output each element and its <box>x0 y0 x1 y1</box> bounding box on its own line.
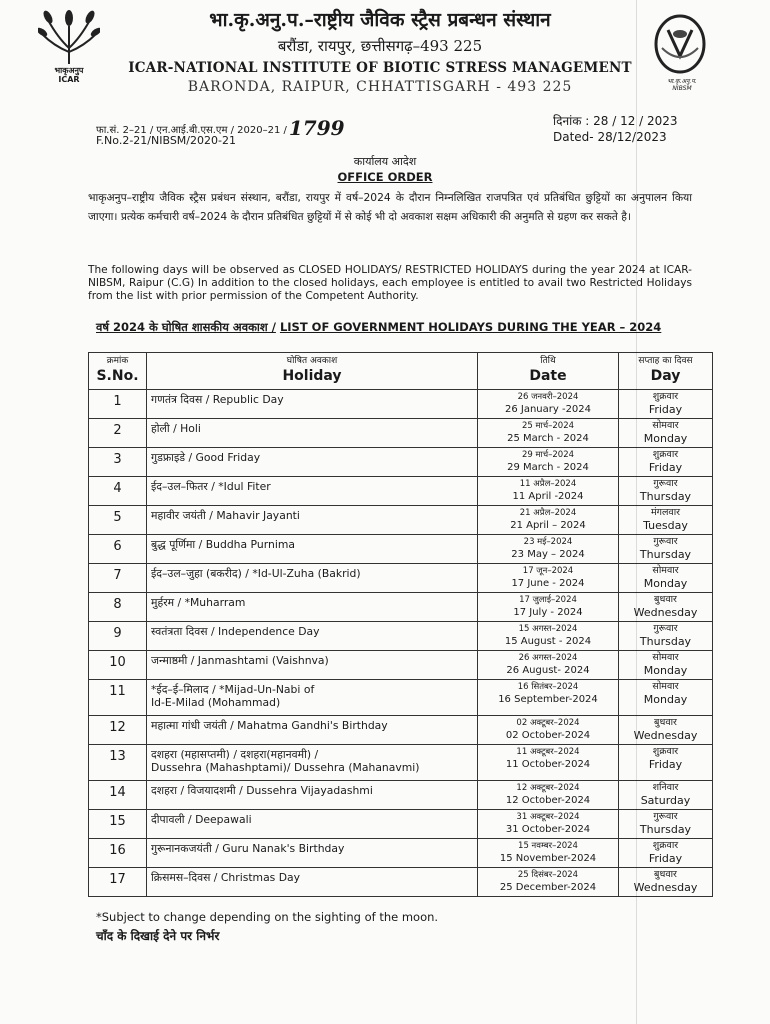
row-sno: 6 <box>89 535 147 564</box>
table-row <box>89 839 713 868</box>
row-holiday <box>147 839 478 868</box>
row-date-en: 12 October-2024 <box>505 795 591 806</box>
header-sno <box>89 353 147 390</box>
nibsm-logo <box>648 14 716 90</box>
row-holiday-name: गुडफ्राइडे / Good Friday <box>151 451 261 464</box>
row-date <box>478 839 619 868</box>
date-english: Dated- 28/12/2023 <box>553 130 667 144</box>
row-holiday-name: स्वतंत्रता दिवस / Independence Day <box>151 625 320 638</box>
wheat-sheaf-icon <box>38 8 100 66</box>
row-date-en: 17 July - 2024 <box>513 607 583 618</box>
header-day-hi: सप्ताह का दिवस <box>638 356 693 366</box>
row-date-hi: 15 अगस्त–2024 <box>518 624 578 634</box>
english-paragraph: The following days will be observed as CLOSED HOLIDAYS/ RESTRICTED HOLIDAYS during the year 2024 at ICAR-NIBSM, Raipur (C.G) In addition to the closed holidays, each employee is entitled to avail two Restricted Holidays from the list with prior permission of the Competent Authority. <box>88 264 692 302</box>
table-row <box>89 535 713 564</box>
table-row <box>89 506 713 535</box>
header-date-hi: तिथि <box>540 356 556 366</box>
row-holiday <box>147 651 478 680</box>
hindi-paragraph: भाकृअनुप–राष्ट्रीय जैविक स्ट्रैस प्रबंधन संस्थान, बरौंडा, रायपुर में वर्ष–2024 के दौरान निम्नलिखित राजपत्रित एवं प्रतिबंधित छुट्टियों का अनुपालन किया जाएगा। प्रत्येक कर्मचारी वर्ष–2024 के दौरान प्रतिबंधित छुट्टियों में से कोई भी दो अवकाश सक्षम अधिकारी की अनुमति से ग्रहण कर सकते है। <box>88 191 692 223</box>
row-holiday-name: ईद–उल–जुहा (बकरीद) / *Id-Ul-Zuha (Bakrid) <box>151 567 361 580</box>
row-day-hi: सोमवार <box>652 652 679 663</box>
row-sno: 12 <box>89 716 147 745</box>
row-holiday <box>147 564 478 593</box>
row-holiday <box>147 680 478 716</box>
row-day-hi: गुरूवार <box>653 811 678 822</box>
row-date-en: 15 August - 2024 <box>504 636 592 647</box>
row-day <box>619 390 713 419</box>
row-day <box>619 622 713 651</box>
row-holiday <box>147 535 478 564</box>
header-day-en: Day <box>650 368 681 384</box>
row-day <box>619 593 713 622</box>
row-date-hi: 11 अक्टूबर–2024 <box>516 747 580 757</box>
row-day-en: Tuesday <box>643 519 688 532</box>
row-sno: 1 <box>89 390 147 419</box>
row-day-en: Monday <box>643 432 688 445</box>
row-day-en: Friday <box>648 758 683 771</box>
row-holiday <box>147 390 478 419</box>
row-holiday <box>147 448 478 477</box>
row-day-en: Wednesday <box>633 606 698 619</box>
table-row <box>89 781 713 810</box>
row-day <box>619 535 713 564</box>
row-holiday <box>147 810 478 839</box>
table-row <box>89 745 713 781</box>
row-holiday-name: क्रिसमस–दिवस / Christmas Day <box>151 871 301 884</box>
row-day-hi: शुक्रवार <box>652 746 679 757</box>
row-day-en: Monday <box>643 693 688 706</box>
row-date <box>478 868 619 897</box>
row-holiday <box>147 745 478 781</box>
row-date-en: 31 October-2024 <box>505 824 591 835</box>
row-sno: 8 <box>89 593 147 622</box>
row-date <box>478 810 619 839</box>
header-date <box>478 353 619 390</box>
row-date-hi: 12 अक्टूबर–2024 <box>516 783 580 793</box>
footnote-english: *Subject to change depending on the sighting of the moon. <box>96 910 439 924</box>
row-sno: 3 <box>89 448 147 477</box>
row-day <box>619 506 713 535</box>
holiday-list-title-hindi: वर्ष 2024 के घोषित शासकीय अवकाश / <box>96 320 276 334</box>
row-day-hi: शुक्रवार <box>652 449 679 460</box>
row-holiday <box>147 419 478 448</box>
date-hindi: दिनांक : 28 / 12 / 2023 <box>553 114 678 128</box>
row-day-hi: मंगलवार <box>650 507 681 518</box>
row-day <box>619 419 713 448</box>
row-date <box>478 716 619 745</box>
holiday-table <box>88 352 713 897</box>
row-day <box>619 651 713 680</box>
row-day <box>619 810 713 839</box>
row-day <box>619 716 713 745</box>
row-day <box>619 745 713 781</box>
row-holiday-name-cont: Id-E-Milad (Mohammad) <box>151 696 281 709</box>
row-day-en: Thursday <box>639 823 692 836</box>
row-day-en: Wednesday <box>633 729 698 742</box>
row-holiday-name: दशहरा (महासप्तमी) / दशहरा(महानवमी) / <box>151 748 319 761</box>
icar-logo-text-hi: भाकृअनुप <box>54 66 84 75</box>
row-date-en: 16 September-2024 <box>498 694 598 705</box>
row-holiday-name: मुर्हरम / *Muharram <box>151 596 246 609</box>
row-day-hi: बुधवार <box>654 717 677 728</box>
row-holiday-name: गणतंत्र दिवस / Republic Day <box>151 393 284 406</box>
holiday-list-title-english: LIST OF GOVERNMENT HOLIDAYS DURING THE YEAR – 2024 <box>279 320 662 334</box>
row-day-hi: शनिवार <box>652 782 679 793</box>
row-date-en: 25 December-2024 <box>499 882 597 893</box>
icar-logo-text-en: ICAR <box>58 75 80 84</box>
file-number-hindi-text: फा.सं. 2–21 / एन.आई.बी.एस.एम / 2020–21 / <box>96 125 287 136</box>
row-sno: 7 <box>89 564 147 593</box>
header-sno-hi: क्रमांक <box>106 356 129 366</box>
footnote-hindi: चाँद के दिखाई देने पर निर्भर <box>96 929 220 943</box>
office-order-heading: OFFICE ORDER <box>337 170 433 184</box>
header-day <box>619 353 713 390</box>
row-date-en: 26 January -2024 <box>504 404 592 415</box>
row-day <box>619 680 713 716</box>
row-date-en: 17 June - 2024 <box>511 578 585 589</box>
row-date-hi: 21 अप्रैल–2024 <box>519 508 577 518</box>
row-day-hi: सोमवार <box>652 681 679 692</box>
row-day-hi: बुधवार <box>654 869 677 880</box>
row-date-en: 11 April -2024 <box>512 491 584 502</box>
row-holiday-name: दशहरा / विजयादशमी / Dussehra Vijayadashmi <box>151 784 373 797</box>
row-date <box>478 477 619 506</box>
row-date-hi: 26 जनवरी–2024 <box>517 392 579 402</box>
row-day-hi: गुरूवार <box>653 623 678 634</box>
row-date <box>478 448 619 477</box>
table-row <box>89 390 713 419</box>
row-sno: 16 <box>89 839 147 868</box>
row-holiday-name: बुद्ध पूर्णिमा / Buddha Purnima <box>151 538 295 551</box>
row-day <box>619 564 713 593</box>
row-date-en: 26 August- 2024 <box>506 665 590 676</box>
row-date-hi: 25 दिसंबर–2024 <box>517 870 579 880</box>
icar-logo <box>34 8 104 82</box>
row-date-hi: 16 सितंबर–2024 <box>517 682 579 692</box>
row-holiday <box>147 716 478 745</box>
row-sno: 15 <box>89 810 147 839</box>
row-date-hi: 31 अक्टूबर–2024 <box>516 812 580 822</box>
row-sno: 9 <box>89 622 147 651</box>
row-date <box>478 390 619 419</box>
table-row <box>89 593 713 622</box>
row-date-hi: 17 जुलाई–2024 <box>519 595 577 605</box>
row-day-hi: सोमवार <box>652 565 679 576</box>
row-day-en: Saturday <box>640 794 691 807</box>
row-date <box>478 564 619 593</box>
header-sno-en: S.No. <box>96 368 139 384</box>
row-date-hi: 02 अक्टूबर–2024 <box>516 718 580 728</box>
table-row <box>89 564 713 593</box>
row-holiday <box>147 781 478 810</box>
row-date-en: 11 October-2024 <box>505 759 591 770</box>
nibsm-logo-text-hi: भा.कृ.अनु.प. <box>667 78 697 85</box>
table-row <box>89 477 713 506</box>
row-date-en: 21 April – 2024 <box>510 520 586 531</box>
row-date <box>478 781 619 810</box>
row-date-hi: 29 मार्च–2024 <box>521 450 575 460</box>
holiday-rows <box>89 390 713 897</box>
row-day-hi: शुक्रवार <box>652 391 679 402</box>
table-row <box>89 419 713 448</box>
row-holiday <box>147 506 478 535</box>
row-day <box>619 781 713 810</box>
row-sno: 11 <box>89 680 147 716</box>
row-holiday-name: *ईद–ई–मिलाद / *Mijad-Un-Nabi of <box>151 683 315 696</box>
row-date <box>478 651 619 680</box>
row-day-en: Wednesday <box>633 881 698 894</box>
row-holiday-name: महावीर जयंती / Mahavir Jayanti <box>151 509 300 522</box>
row-holiday <box>147 868 478 897</box>
row-date <box>478 622 619 651</box>
row-date-hi: 26 अगस्त–2024 <box>518 653 578 663</box>
row-day-hi: गुरूवार <box>653 478 678 489</box>
table-row <box>89 680 713 716</box>
row-date-hi: 25 मार्च–2024 <box>521 421 575 431</box>
header-holiday-en: Holiday <box>282 368 342 384</box>
file-number-english: F.No.2-21/NIBSM/2020-21 <box>96 134 236 147</box>
handwritten-order-number: 1799 <box>288 116 345 140</box>
row-sno: 17 <box>89 868 147 897</box>
row-holiday-name: ईद–उल–फितर / *Idul Fiter <box>151 480 271 493</box>
row-day-hi: शुक्रवार <box>652 840 679 851</box>
row-day-en: Monday <box>643 577 688 590</box>
row-sno: 13 <box>89 745 147 781</box>
row-date <box>478 680 619 716</box>
title-hindi: कार्यालय आदेश <box>353 155 417 168</box>
row-day-hi: गुरूवार <box>653 536 678 547</box>
row-day-en: Monday <box>643 664 688 677</box>
row-holiday-name: महात्मा गांधी जयंती / Mahatma Gandhi's Birthday <box>151 719 388 732</box>
row-holiday <box>147 477 478 506</box>
row-sno: 10 <box>89 651 147 680</box>
institute-name-english: ICAR-NATIONAL INSTITUTE OF BIOTIC STRESS MANAGEMENT <box>128 60 632 76</box>
row-date-hi: 23 मई–2024 <box>523 537 573 547</box>
row-holiday-name: होली / Holi <box>151 422 201 435</box>
row-holiday <box>147 593 478 622</box>
row-day-hi: सोमवार <box>652 420 679 431</box>
row-date <box>478 593 619 622</box>
row-day-hi: बुधवार <box>654 594 677 605</box>
row-day-en: Thursday <box>639 548 692 561</box>
table-row <box>89 810 713 839</box>
paper-fold-line <box>636 0 637 1024</box>
table-row <box>89 716 713 745</box>
row-holiday-name-cont: Dussehra (Mahashptami)/ Dussehra (Mahanavmi) <box>151 761 420 774</box>
institute-address-english: BARONDA, RAIPUR, CHHATTISGARH - 493 225 <box>187 79 573 95</box>
row-holiday <box>147 622 478 651</box>
institute-address-hindi: बरौंडा, रायपुर, छत्तीसगढ़–493 225 <box>277 37 483 55</box>
table-header-row <box>89 353 713 390</box>
row-holiday-name: जन्माष्ठमी / Janmashtami (Vaishnva) <box>151 654 329 667</box>
row-day <box>619 448 713 477</box>
row-date-en: 02 October-2024 <box>505 730 591 741</box>
holiday-list-title <box>96 320 661 335</box>
table-row <box>89 448 713 477</box>
row-sno: 5 <box>89 506 147 535</box>
row-date <box>478 506 619 535</box>
header-holiday-hi: घोषित अवकाश <box>286 356 338 366</box>
row-day <box>619 839 713 868</box>
row-holiday-name: दीपावली / Deepawali <box>151 813 252 826</box>
row-sno: 2 <box>89 419 147 448</box>
row-date-en: 29 March - 2024 <box>507 462 589 473</box>
row-day-en: Friday <box>648 403 683 416</box>
table-row <box>89 651 713 680</box>
header-date-en: Date <box>529 368 567 384</box>
institute-name-hindi: भा.कृ.अनु.प.–राष्ट्रीय जैविक स्ट्रैस प्रबन्धन संस्थान <box>209 9 551 31</box>
row-date-en: 15 November-2024 <box>499 853 597 864</box>
row-date-hi: 15 नवम्बर–2024 <box>518 841 578 851</box>
row-date-en: 23 May – 2024 <box>511 549 585 560</box>
nibsm-emblem-icon <box>648 14 712 78</box>
row-day-en: Thursday <box>639 490 692 503</box>
nibsm-logo-text-en: NIBSM <box>672 85 692 92</box>
row-day-en: Friday <box>648 461 683 474</box>
row-sno: 4 <box>89 477 147 506</box>
row-date <box>478 535 619 564</box>
title-english <box>0 170 770 184</box>
table-row <box>89 868 713 897</box>
row-date-hi: 11 अप्रैल–2024 <box>519 479 577 489</box>
table-row <box>89 622 713 651</box>
row-date-hi: 17 जून–2024 <box>522 566 574 576</box>
row-date <box>478 745 619 781</box>
row-holiday-name: गुरूनानकजयंती / Guru Nanak's Birthday <box>151 842 345 855</box>
row-sno: 14 <box>89 781 147 810</box>
header-holiday <box>147 353 478 390</box>
row-date-en: 25 March - 2024 <box>507 433 589 444</box>
row-day <box>619 868 713 897</box>
row-day-en: Thursday <box>639 635 692 648</box>
row-day <box>619 477 713 506</box>
row-day-en: Friday <box>648 852 683 865</box>
row-date <box>478 419 619 448</box>
